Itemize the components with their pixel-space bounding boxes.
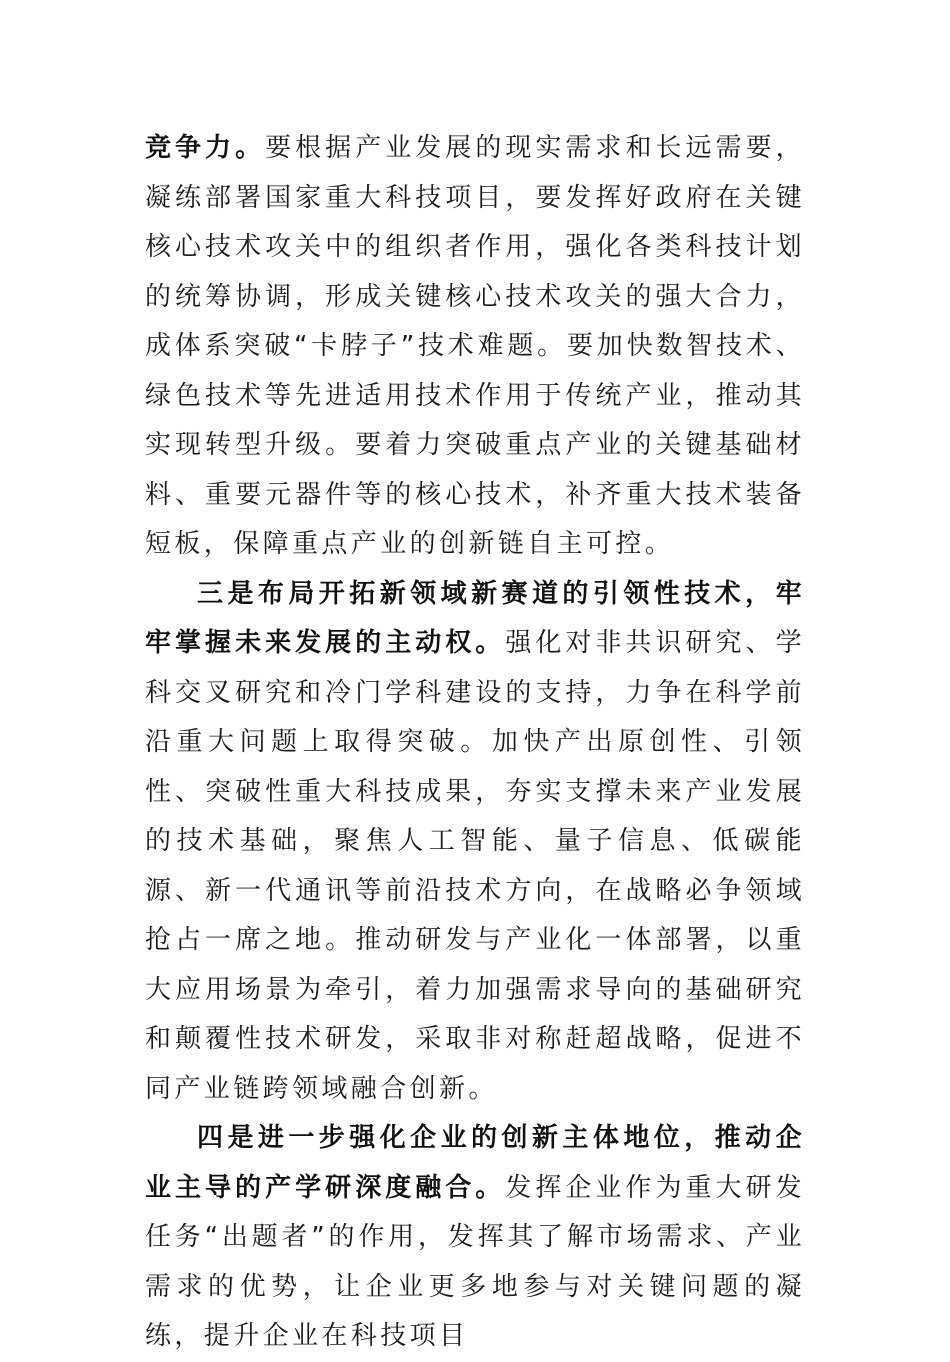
paragraph-3 [145,1114,805,1362]
paragraph-2-body: 强化对非共识研究、学科交叉研究和冷门学科建设的支持，力争在科学前沿重大问题上取得突破。加快产出原创性、引领性、突破性重大科技成果，夯实支撑未来产业发展的技术基础，聚焦人工智能、量子信息、低碳能源、新一代通讯等前沿技术方向，在战略必争领域抢占一席之地。推动研发与产业化一体部署，以重大应用场景为牵引，着力加强需求导向的基础研究和颠覆性技术研发，采取非对称赶超战略，促进不同产业链跨领域融合创新。 [145,628,805,1104]
paragraph-3-body: 发挥企业作为重大研发任务“出题者”的作用，发挥其了解市场需求、产业需求的优势，让企业更多地参与对关键问题的凝练，提升企业在科技项目 [145,1172,805,1351]
paragraph-3-lead: 四是进一步强化企业的创新主体地位，推动企业主导的产学研深度融合。 [145,1123,805,1203]
paragraph-1-lead: 竞争力。 [145,133,266,163]
paragraph-1-body: 要根据产业发展的现实需求和长远需要，凝练部署国家重大科技项目，要发挥好政府在关键核心技术攻关中的组织者作用，强化各类科技计划的统筹协调，形成关键核心技术攻关的强大合力，成体系突破“卡脖子”技术难题。要加快数智技术、绿色技术等先进适用技术作用于传统产业，推动其实现转型升级。要着力突破重点产业的关键基础材料、重要元器件等的核心技术，补齐重大技术装备短板，保障重点产业的创新链自主可控。 [145,133,806,559]
paragraph-1 [145,124,805,570]
document-page [145,124,805,1362]
paragraph-2 [145,570,805,1115]
paragraph-2-lead: 三是布局开拓新领域新赛道的引领性技术，牢牢掌握未来发展的主动权。 [145,578,805,658]
